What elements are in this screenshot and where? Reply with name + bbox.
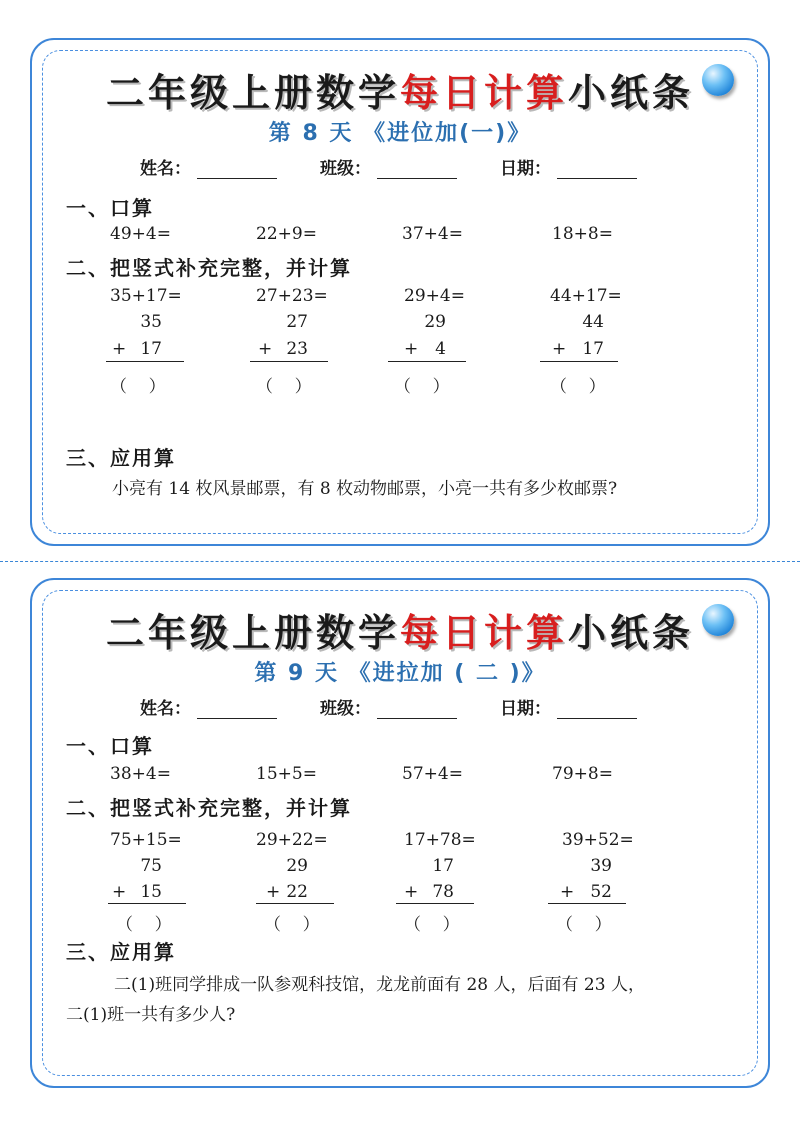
title-part1: 二年级上册数学 [105,611,400,655]
name-blank[interactable] [197,700,277,719]
oral-expr: 22+9= [256,224,317,244]
date-label: 日期： [500,159,551,179]
title-part3: 小纸条 [568,71,695,115]
sum-line [388,361,466,362]
word-problem-line1: 二(1)班同学排成一队参观科技馆，龙龙前面有 28 人，后面有 23 人， [114,975,645,995]
oral-expr: 57+4= [402,764,463,784]
plus-sign: + [552,339,567,359]
plus-sign: + [404,339,419,359]
blue-ball-icon [702,604,734,636]
name-label: 姓名： [140,159,191,179]
name-field[interactable] [140,694,277,719]
class-blank[interactable] [377,160,457,179]
cut-line [0,561,800,562]
vertical-top-number: 27 [286,312,308,332]
sum-line [256,903,334,904]
date-field[interactable] [500,154,637,179]
answer-blank[interactable]: （ ） [394,377,450,397]
oral-expr: 49+4= [110,224,171,244]
date-label: 日期： [500,699,551,719]
plus-sign: + [266,882,281,902]
class-label: 班级： [320,159,371,179]
plus-sign: + [258,339,273,359]
sum-line [106,361,184,362]
sum-line [396,903,474,904]
card-title [32,62,768,117]
day-subtitle: 第 8 天 《进位加(一)》 [268,121,532,146]
answer-blank[interactable]: （ ） [110,377,166,397]
oral-expr: 37+4= [402,224,463,244]
plus-sign: + [404,882,419,902]
section-oral-heading: 一、口算 [66,196,154,220]
worksheet-card-day9 [30,578,770,1088]
name-field[interactable] [140,154,277,179]
answer-blank[interactable]: （ ） [116,915,172,935]
plus-sign: + [112,882,127,902]
day-subtitle: 第 9 天 《进拉加 ( 二 )》 [254,661,546,686]
section-vertical-heading: 二、把竖式补充完整，并计算 [66,256,352,280]
oral-expr: 18+8= [552,224,613,244]
vertical-expr: 39+52= [562,830,634,850]
sum-line [540,361,618,362]
vertical-expr: 29+22= [256,830,328,850]
answer-blank[interactable]: （ ） [264,915,320,935]
word-problem-line2: 二(1)班一共有多少人? [66,1005,236,1025]
section-vertical-heading: 二、把竖式补充完整，并计算 [66,796,352,820]
answer-blank[interactable]: （ ） [550,377,606,397]
word-problem: 小亮有 14 枚风景邮票，有 8 枚动物邮票，小亮一共有多少枚邮票? [112,479,618,499]
vertical-bottom-number: 4 [435,339,446,359]
vertical-bottom-number: 22 [286,882,308,902]
oral-expr: 15+5= [256,764,317,784]
card-title [32,602,768,657]
class-blank[interactable] [377,700,457,719]
vertical-bottom-number: 23 [286,339,308,359]
vertical-top-number: 29 [424,312,446,332]
sum-line [108,903,186,904]
vertical-bottom-number: 52 [590,882,612,902]
vertical-top-number: 29 [286,856,308,876]
vertical-top-number: 35 [140,312,162,332]
vertical-bottom-number: 78 [432,882,454,902]
name-blank[interactable] [197,160,277,179]
oral-expr: 38+4= [110,764,171,784]
plus-sign: + [112,339,127,359]
answer-blank[interactable]: （ ） [256,377,312,397]
vertical-top-number: 17 [432,856,454,876]
sum-line [250,361,328,362]
worksheet-card-day8 [30,38,770,546]
vertical-expr: 17+78= [404,830,476,850]
vertical-expr: 27+23= [256,286,328,306]
vertical-top-number: 39 [590,856,612,876]
vertical-bottom-number: 17 [140,339,162,359]
answer-blank[interactable]: （ ） [404,915,460,935]
vertical-bottom-number: 15 [140,882,162,902]
class-field[interactable] [320,694,457,719]
class-label: 班级： [320,699,371,719]
oral-expr: 79+8= [552,764,613,784]
date-blank[interactable] [557,160,637,179]
vertical-top-number: 44 [582,312,604,332]
title-part3: 小纸条 [568,611,695,655]
date-field[interactable] [500,694,637,719]
date-blank[interactable] [557,700,637,719]
vertical-top-number: 75 [140,856,162,876]
sum-line [548,903,626,904]
class-field[interactable] [320,154,457,179]
section-application-heading: 三、应用算 [66,446,176,470]
title-highlight: 每日计算 [399,71,568,115]
vertical-expr: 29+4= [404,286,465,306]
vertical-expr: 35+17= [110,286,182,306]
title-highlight: 每日计算 [399,611,568,655]
section-oral-heading: 一、口算 [66,734,154,758]
vertical-expr: 44+17= [550,286,622,306]
vertical-bottom-number: 17 [582,339,604,359]
section-application-heading: 三、应用算 [66,940,176,964]
title-part1: 二年级上册数学 [105,71,400,115]
name-label: 姓名： [140,699,191,719]
answer-blank[interactable]: （ ） [556,915,612,935]
plus-sign: + [560,882,575,902]
blue-ball-icon [702,64,734,96]
vertical-expr: 75+15= [110,830,182,850]
